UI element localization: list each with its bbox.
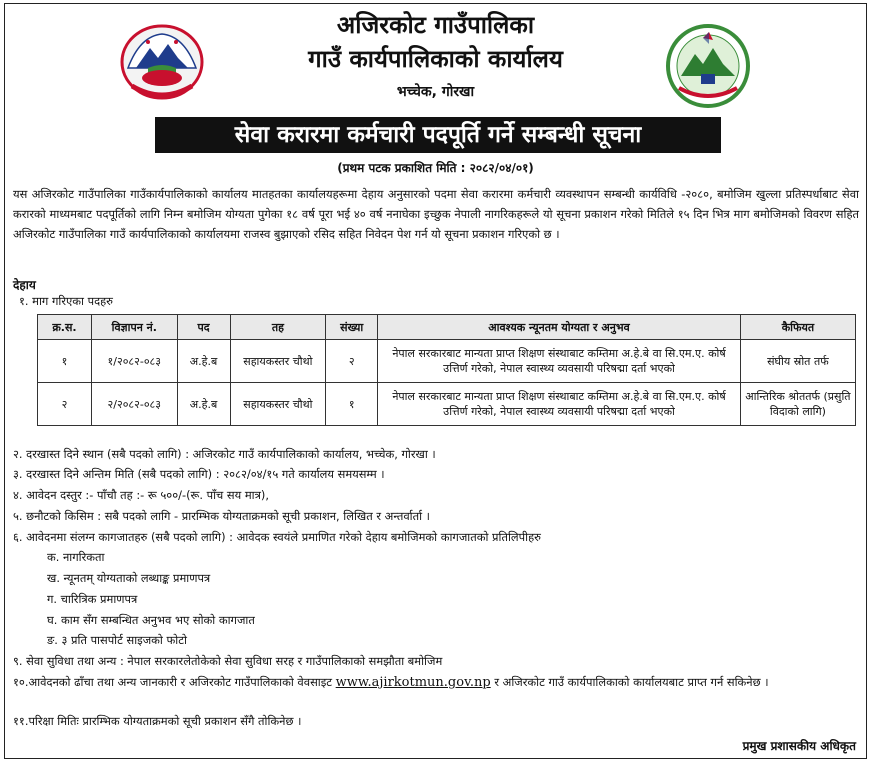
list-item-documents: ६. आवेदनमा संलग्न कागजातहरु (सबै पदको लागि) : आवेदक स्वयंले प्रमाणित गरेको देहाय बमोजिमको कागजातको प्रतिलिपीहरु: [13, 530, 541, 544]
cell-remarks: संघीय स्रोत तर्फ: [740, 340, 855, 383]
municipality-name: अजिरकोट गाउँपालिका: [336, 11, 535, 39]
office-address: भच्चेक, गोरखा: [396, 84, 475, 100]
list-item-exam-date: ११.परिक्षा मितिः प्रारम्भिक योग्यताक्रमको सूची प्रकाशन सँगै तोकिनेछ ।: [13, 714, 302, 728]
cell-serial: २: [38, 383, 92, 426]
list-item-selection: ५. छनौटको किसिम : सबै पदको लागि - प्रारम्भिक योग्यताक्रमको सूची प्रकाशन, लिखित र अन्तर्वार्ता ।: [13, 509, 430, 523]
header: [5, 4, 866, 120]
list-item-info: [13, 673, 863, 692]
item-positions-heading: १. माग गरिएका पदहरु: [19, 294, 113, 308]
cell-post: अ.हे.ब: [177, 383, 230, 426]
info-text-pre: १०.आवेदनको ढाँचा तथा अन्य जानकारी र अजिरकोट गाउँपालिकाको वेवसाइट: [13, 675, 336, 689]
table-row: [38, 340, 856, 383]
list-item-fee: ४. आवेदन दस्तुर :- पाँचौ तह :- रू ५००/-(रू. पाँच सय मात्र),: [13, 488, 269, 502]
table-row: [38, 383, 856, 426]
notice-title-banner: सेवा करारमा कर्मचारी पदपूर्ति गर्ने सम्बन्धी सूचना: [155, 117, 721, 153]
col-level: तह: [230, 315, 326, 340]
cell-count: १: [326, 383, 378, 426]
positions-table: [37, 314, 856, 426]
section-heading: देहाय: [13, 278, 36, 292]
cell-ad-number: २/२०८२-०८३: [91, 383, 177, 426]
list-item-benefits: ९. सेवा सुविधा तथा अन्य : नेपाल सरकारलेतोकेको सेवा सुविधा सरह र गाउँपालिकाको समझौता बमोजिम: [13, 654, 443, 668]
info-text-post: र अजिरकोट गाउँ कार्यपालिकाको कार्यालयबाट प्राप्त गर्न सकिनेछ ।: [490, 675, 769, 689]
cell-post: अ.हे.ब: [177, 340, 230, 383]
office-name: गाउँ कार्यपालिकाको कार्यालय: [308, 45, 563, 73]
published-date: (प्रथम पटक प्रकाशित मिति : २०८२/०४/०१): [337, 161, 534, 175]
cell-serial: १: [38, 340, 92, 383]
signature-title: प्रमुख प्रशासकीय अधिकृत: [742, 739, 856, 753]
col-ad-number: विज्ञापन नं.: [91, 315, 177, 340]
list-item-doc-marksheet: ख. न्यूनतम् योग्यताको लब्धाङ्क प्रमाणपत्र: [47, 571, 211, 585]
cell-qualification: नेपाल सरकारबाट मान्यता प्राप्त शिक्षण संस्थाबाट कम्तिमा अ.हे.बे वा सि.एम.ए. कोर्ष उत्तिर्ण गरेको, नेपाल स्वास्थ्य व्यवसायी परिषद्मा दर्ता भएको: [378, 383, 741, 426]
list-item-deadline: ३. दरखास्त दिने अन्तिम मिति (सबै पदको लागि) : २०८२/०४/१५ गते कार्यालय समयसम्म ।: [13, 467, 385, 481]
intro-paragraph: यस अजिरकोट गाउँपालिका गाउँकार्यपालिकाको कार्यालय मातहतका कार्यालयहरूमा देहाय अनुसारको पदमा सेवा करारमा कर्मचारी व्यवस्थापन सम्बन्धी कार्यविधि -२०८०, बमोजिम खुल्ला प्रतिस्पर्धाबाट सेवा करारको माध्यमबाट पदपूर्तिको लागि निम्न बमोजिम योग्यता पुगेका १८ वर्ष पूरा भई ४० वर्ष ननाघेका इच्छुक नेपाली नागरिकहरूले यो सूचना प्रकाशन गरेको मितिले १५ दिन भित्र माग बमोजिमको विवरण सहित अजिरकोट गाउँपालिका गाउँ कार्यपालिकाको कार्यालयमा राजस्व बुझाएको रसिद सहित निवेदन पेश गर्न यो सूचना प्रकाशन गरिएको छ ।: [13, 187, 859, 241]
notice-page: [4, 3, 867, 759]
cell-ad-number: १/२०८२-०८३: [91, 340, 177, 383]
list-item-doc-citizenship: क. नागरिकता: [47, 550, 105, 564]
list-item-doc-character: ग. चारित्रिक प्रमाणपत्र: [47, 592, 138, 606]
cell-level: सहायकस्तर चौथो: [230, 383, 326, 426]
col-qualification: आवश्यक न्यूनतम योग्यता र अनुभव: [378, 315, 741, 340]
list-item-doc-photo: ङ. ३ प्रति पासपोर्ट साइजको फोटो: [47, 633, 187, 647]
col-post: पद: [177, 315, 230, 340]
website-link[interactable]: www.ajirkotmun.gov.np: [335, 675, 491, 690]
cell-level: सहायकस्तर चौथो: [230, 340, 326, 383]
table-header-row: [38, 315, 856, 340]
cell-qualification: नेपाल सरकारबाट मान्यता प्राप्त शिक्षण संस्थाबाट कम्तिमा अ.हे.बे वा सि.एम.ए. कोर्ष उत्तिर्ण गरेको, नेपाल स्वास्थ्य व्यवसायी परिषद्मा दर्ता भएको: [378, 340, 741, 383]
col-serial: क्र.स.: [38, 315, 92, 340]
cell-count: २: [326, 340, 378, 383]
list-item-doc-experience: घ. काम सँग सम्बन्धित अनुभव भए सोको कागजात: [47, 613, 255, 627]
col-remarks: कैफियत: [740, 315, 855, 340]
col-count: संख्या: [326, 315, 378, 340]
list-item-application-place: २. दरखास्त दिने स्थान (सबै पदको लागि) : अजिरकोट गाउँ कार्यपालिकाको कार्यालय, भच्चेक, गोरखा ।: [13, 447, 436, 461]
cell-remarks: आन्तिरिक श्रोततर्फ (प्रसुति विदाको लागि): [740, 383, 855, 426]
